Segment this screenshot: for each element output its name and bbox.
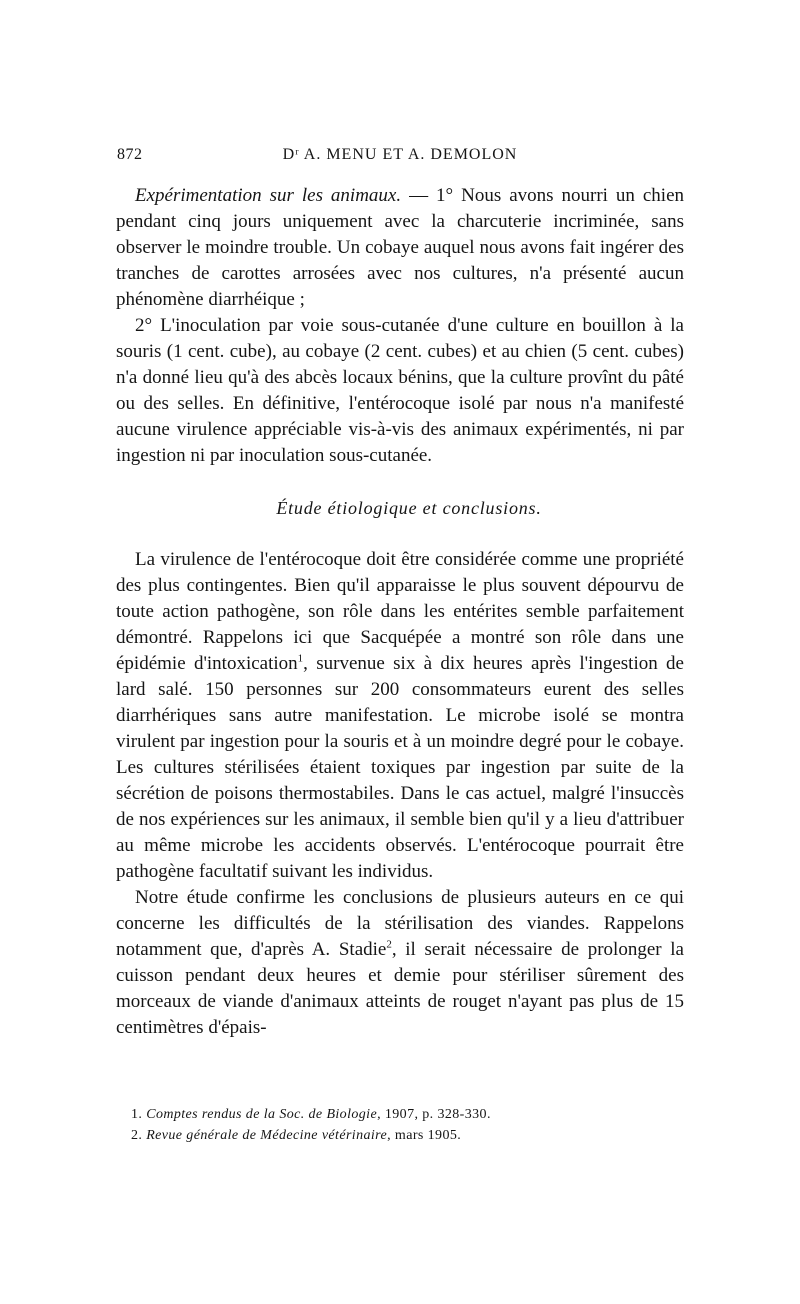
page-body <box>116 183 684 1041</box>
footnote-title: Revue générale de Médecine vétérinaire <box>146 1128 388 1143</box>
paragraph-text: 2° L'inoculation par voie sous-cutanée d'une culture en bouillon à la souris (1 cent. cube), au cobaye (2 cent. cubes) et au chien (5 cent. cubes) n'a donné lieu qu'à des abcès locaux bénins, que la culture provînt du pâté ou des selles. En définitive, l'entérocoque isolé par nous n'a manifesté aucune virulence appréciable vis-à-vis des animaux expérimentés, ni par ingestion ni par inoculation sous-cutanée. <box>116 315 684 466</box>
paragraph-experimentation <box>116 183 684 313</box>
paragraph-virulence <box>116 547 684 885</box>
paragraph-inoculation <box>116 313 684 469</box>
paragraph-text: La virulence de l'entérocoque doit être considérée comme une propriété des plus contingentes. Bien qu'il apparaisse le plus souvent dépourvu de toute action pathogène, son rôle dans les entérites semble parfaitement démontré. Rappelons ici que Sacquépée a montré son rôle dans une épidémie d'intoxication <box>116 549 684 674</box>
footnote-2 <box>131 1125 671 1146</box>
section-heading <box>116 495 684 521</box>
paragraph-text: — 1° Nous avons nourri un chien pendant cinq jours uniquement avec la charcuterie incriminée, sans observer le moindre trouble. Un cobaye auquel nous avons fait ingérer des tranches de carottes arrosées avec nos cultures, n'a présenté aucun phénomène diarrhéique ; <box>116 185 685 310</box>
footnote-number: 2. <box>131 1128 143 1143</box>
paragraph-conclusion <box>116 885 684 1041</box>
footnote-title: Comptes rendus de la Soc. de Biologie <box>146 1107 378 1122</box>
footnote-details: , mars 1905. <box>387 1128 462 1143</box>
paragraph-lead-italic: Expérimentation sur les animaux. <box>135 185 402 206</box>
footnote-details: , 1907, p. 328-330. <box>377 1107 491 1122</box>
footnote-reference: 1 <box>297 652 304 665</box>
running-head: Dʳ A. MENU ET A. DEMOLON <box>282 146 518 163</box>
footnote-number: 1. <box>131 1107 143 1122</box>
footnotes <box>131 1104 671 1146</box>
page-header <box>117 146 683 172</box>
footnote-reference: 2 <box>386 938 392 951</box>
page-number: 872 <box>117 146 143 163</box>
paragraph-text: Notre étude confirme les conclusions de plusieurs auteurs en ce qui concerne les difficultés de la stérilisation des viandes. Rappelons notamment que, d'après A. Stadie <box>116 887 684 960</box>
section-heading-text: Étude étiologique et conclusions. <box>276 498 542 518</box>
paragraph-text: , il serait nécessaire de prolonger la cuisson pendant deux heures et demie pour stériliser sûrement des morceaux de viande d'animaux atteints de rouget n'ayant pas plus de 15 centimètres d'épais- <box>116 939 684 1038</box>
paragraph-text: , survenue six à dix heures après l'ingestion de lard salé. 150 personnes sur 200 consommateurs eurent des selles diarrhériques sans autre manifestation. Le microbe isolé se montra virulent par ingestion pour la souris et à un moindre degré pour le cobaye. Les cultures stérilisées étaient toxiques par ingestion par suite de la sécrétion de poisons thermostabiles. Dans le cas actuel, malgré l'insuccès de nos expériences sur les animaux, il semble bien qu'il y a lieu d'attribuer au même microbe les accidents observés. L'entérocoque pourrait être pathogène facultatif suivant les individus. <box>116 653 684 882</box>
footnote-1 <box>131 1104 671 1125</box>
